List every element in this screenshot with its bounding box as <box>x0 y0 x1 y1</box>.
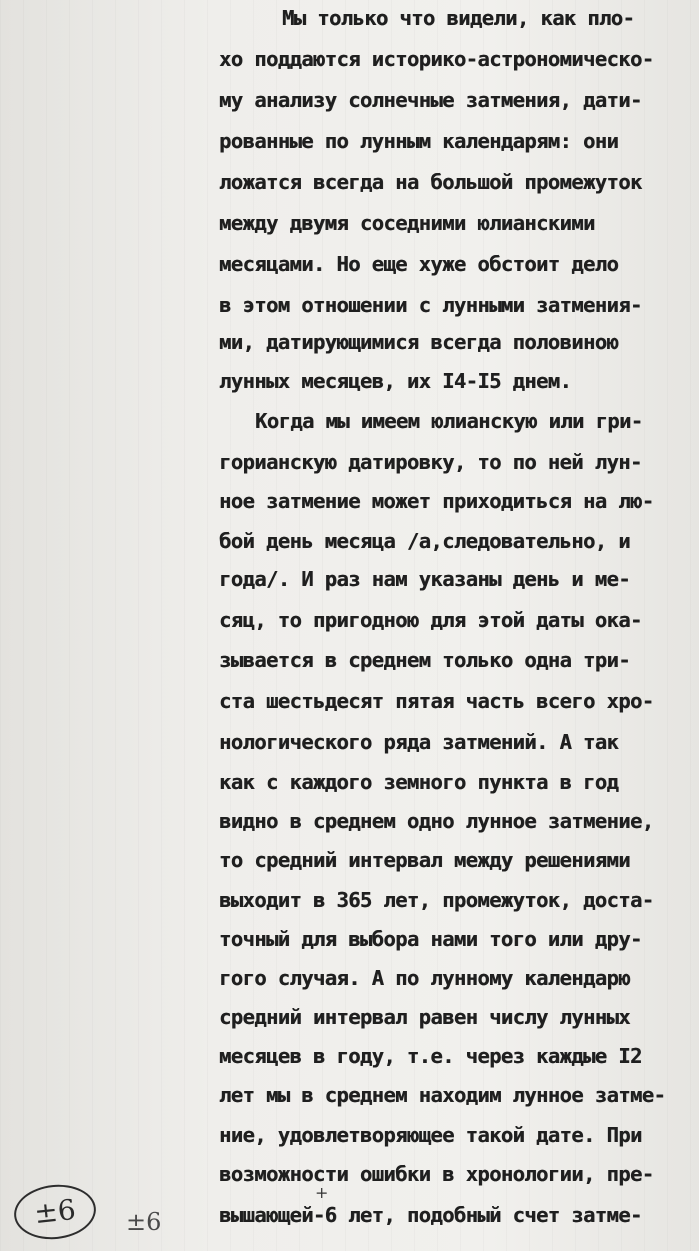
text-line: выходит в 365 лет, промежуток, доста- <box>219 888 654 912</box>
text-line: ложатся всегда на большой промежуток <box>219 170 642 194</box>
text-line: лет мы в среднем находим лунное затме- <box>219 1083 666 1107</box>
text-line: видно в среднем одно лунное затмение, <box>219 809 654 833</box>
text-line: горианскую датировку, то по ней лун- <box>219 450 642 474</box>
text-line: Мы только что видели, как пло- <box>282 6 635 30</box>
text-line: ное затмение может приходиться на лю- <box>219 489 654 513</box>
text-line: Когда мы имеем юлианскую или гри- <box>255 409 643 433</box>
text-line: гого случая. А по лунному календарю <box>219 966 630 990</box>
text-line: в этом отношении с лунными затмения- <box>219 293 642 317</box>
text-line: года/. И раз нам указаны день и ме- <box>219 567 630 591</box>
text-line: лунных месяцев, их I4-I5 днем. <box>219 369 572 393</box>
text-line: ста шестьдесят пятая часть всего хро- <box>219 689 654 713</box>
text-line: то средний интервал между решениями <box>219 848 630 872</box>
text-line: точный для выбора нами того или дру- <box>219 927 642 951</box>
text-line: месяцев в году, т.е. через каждые I2 <box>219 1044 642 1068</box>
text-line: средний интервал равен числу лунных <box>219 1005 630 1029</box>
pencil-margin-number: ±6 <box>126 1208 162 1236</box>
text-line: между двумя соседними юлианскими <box>219 211 595 235</box>
handwritten-correction-mark: + <box>315 1183 329 1202</box>
text-line: рованные по лунным календарям: они <box>219 129 619 153</box>
text-line: ми, датирующимися всегда половиною <box>219 330 619 354</box>
text-line: хо поддаются историко-астрономическо- <box>219 47 654 71</box>
text-line: сяц, то пригодною для этой даты ока- <box>219 608 642 632</box>
text-line: зывается в среднем только одна три- <box>219 648 630 672</box>
text-line: ние, удовлетворяющее такой дате. При <box>219 1123 642 1147</box>
text-line: вышающей-6 лет, подобный счет затме- <box>219 1203 642 1227</box>
text-line: возможности ошибки в хронологии, пре- <box>219 1162 654 1186</box>
text-line: бой день месяца /а,следовательно, и <box>219 529 630 553</box>
text-line: нологического ряда затмений. А так <box>219 730 619 754</box>
text-line: му анализу солнечные затмения, дати- <box>219 88 642 112</box>
text-line: месяцами. Но еще хуже обстоит дело <box>219 252 619 276</box>
circled-margin-number: ±6 <box>11 1181 98 1243</box>
text-line: как с каждого земного пункта в год <box>219 770 619 794</box>
